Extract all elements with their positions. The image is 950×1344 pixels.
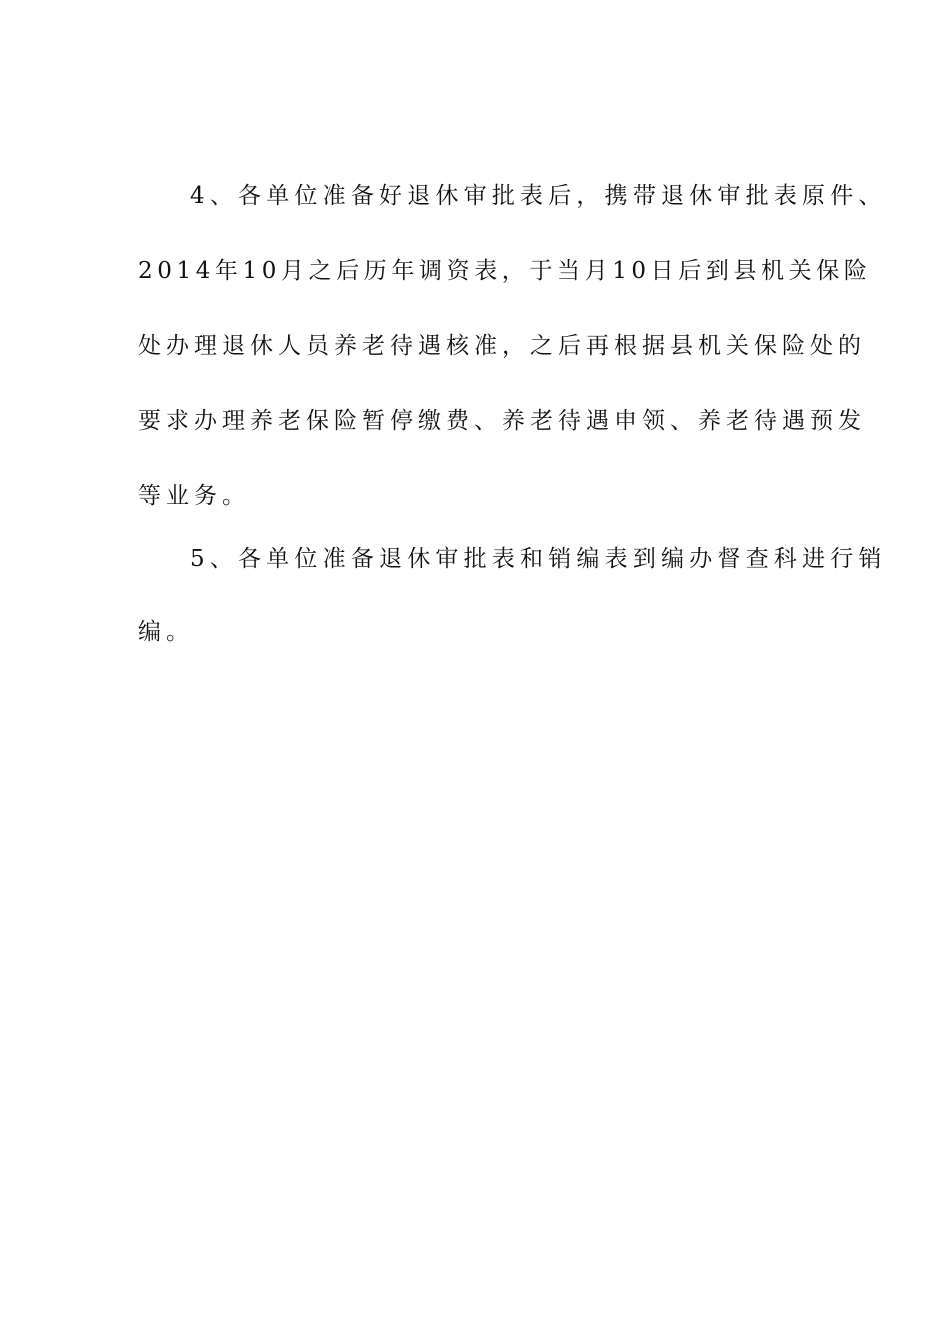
paragraph-line: 要求办理养老保险暂停缴费、养老待遇申领、养老待遇预发 <box>138 408 866 434</box>
paragraph-line: 4、各单位准备好退休审批表后，携带退休审批表原件、 <box>190 183 887 209</box>
paragraph-line: 处办理退休人员养老待遇核准，之后再根据县机关保险处的 <box>138 333 866 359</box>
paragraph-line: 等业务。 <box>138 483 250 509</box>
paragraph-line: 5、各单位准备退休审批表和销编表到编办督查科进行销 <box>190 546 887 572</box>
paragraph-line: 编。 <box>138 619 194 645</box>
paragraph-line: 2014年10月之后历年调资表，于当月10日后到县机关保险 <box>138 258 872 284</box>
